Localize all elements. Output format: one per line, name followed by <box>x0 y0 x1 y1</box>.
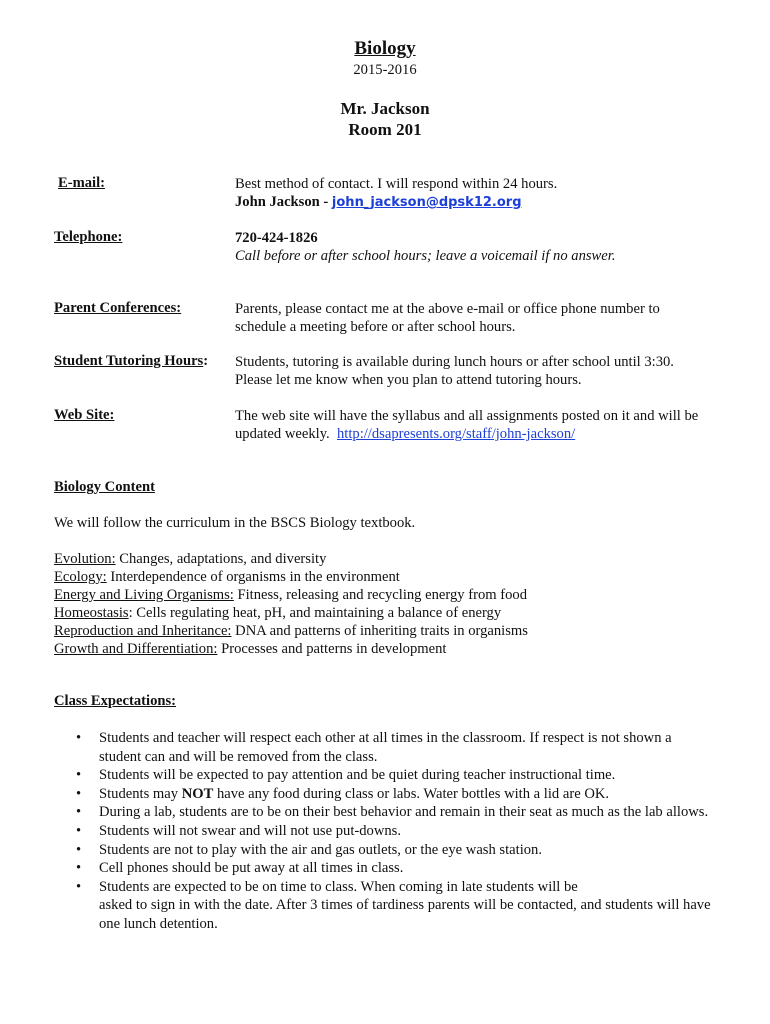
expectation-emphasis: NOT <box>181 785 214 802</box>
website-url-link[interactable]: http://dsapresents.org/staff/john-jackson/ <box>337 426 576 442</box>
email-address-link[interactable]: john_jackson@dpsk12.org <box>331 195 522 210</box>
expectation-text: Students and teacher will respect each other at all times in the classroom. If respect is not shown a student can and will be removed from the class. <box>99 730 672 765</box>
topic-name: Ecology: <box>54 569 107 585</box>
expectation-item <box>54 859 714 878</box>
expectation-text: have any food during class or labs. Water bottles with a lid are OK. <box>213 785 610 802</box>
bullet-icon: • <box>76 804 82 821</box>
email-info <box>235 175 735 212</box>
topic-description: Fitness, releasing and recycling energy from food <box>233 587 527 603</box>
expectation-item <box>54 729 714 766</box>
tutoring-info <box>235 353 735 389</box>
class-expectations-heading: Class Expectations: <box>54 693 177 709</box>
website-label: Web Site: <box>54 407 115 423</box>
expectation-text: Students will be expected to pay attention and be quiet during teacher instructional time. <box>99 767 616 784</box>
expectation-item <box>54 766 714 785</box>
expectation-text: Students will not swear and will not use put-downs. <box>99 822 401 839</box>
email-description: Best method of contact. I will respond within 24 hours. <box>235 176 558 192</box>
expectation-item <box>54 785 714 804</box>
topic-item <box>54 568 734 586</box>
topic-name: Growth and Differentiation: <box>54 641 218 657</box>
expectations-list <box>54 729 714 934</box>
tutoring-label: Student Tutoring Hours <box>54 353 204 369</box>
website-line-2-wrap <box>235 425 745 443</box>
expectation-item <box>54 841 714 860</box>
bullet-icon: • <box>76 785 82 802</box>
topic-item <box>54 604 734 622</box>
conferences-label: Parent Conferences: <box>54 300 182 316</box>
topic-description: Changes, adaptations, and diversity <box>115 551 327 567</box>
topic-item <box>54 586 734 604</box>
bullet-icon: • <box>76 730 82 746</box>
expectation-item <box>54 822 714 841</box>
room-number: Room 201 <box>348 120 422 139</box>
bullet-icon: • <box>76 860 82 877</box>
topic-name: Homeostasis <box>54 605 129 621</box>
expectation-text: Students may <box>99 785 182 802</box>
expectation-text: Students are not to play with the air and gas outlets, or the eye wash station. <box>99 841 542 858</box>
topic-name: Energy and Living Organisms: <box>54 587 234 603</box>
page-title: Biology <box>354 38 416 59</box>
topic-item <box>54 640 734 658</box>
bullet-icon: • <box>76 841 82 858</box>
conferences-text: Parents, please contact me at the above e-mail or office phone number to schedule a meeting before or after school hours. <box>235 301 660 335</box>
expectation-text: Cell phones should be put away at all times in class. <box>99 860 404 877</box>
topic-description: Processes and patterns in development <box>217 641 447 657</box>
tutoring-label-colon: : <box>203 353 209 369</box>
expectation-text-line-1: Students are expected to be on time to class. When coming in late students will be <box>99 878 578 895</box>
tutoring-line-2: Please let me know when you plan to attend tutoring hours. <box>235 372 582 388</box>
telephone-number: 720-424-1826 <box>235 230 318 246</box>
bullet-icon: • <box>76 878 82 895</box>
email-label: E-mail: <box>58 175 106 191</box>
email-name: John Jackson - <box>235 194 332 210</box>
tutoring-label-wrap <box>54 353 208 370</box>
topic-description: Interdependence of organisms in the environment <box>106 569 400 585</box>
biology-content-intro: We will follow the curriculum in the BSCS Biology textbook. <box>54 515 416 531</box>
topic-name: Evolution: <box>54 551 116 567</box>
tutoring-line-1: Students, tutoring is available during lunch hours or after school until 3:30. <box>235 354 674 370</box>
teacher-name: Mr. Jackson <box>340 99 430 118</box>
bullet-icon: • <box>76 822 82 839</box>
topic-description: : Cells regulating heat, pH, and maintaining a balance of energy <box>128 605 502 621</box>
topic-description: DNA and patterns of inheriting traits in organisms <box>231 623 528 639</box>
website-line-1: The web site will have the syllabus and all assignments posted on it and will be <box>235 408 699 424</box>
website-info <box>235 407 745 443</box>
website-line-2: updated weekly. <box>235 426 337 442</box>
expectation-item <box>54 803 714 822</box>
expectation-item <box>54 878 714 934</box>
telephone-label: Telephone: <box>54 229 123 245</box>
teacher-block <box>0 98 770 140</box>
email-contact-line <box>235 193 735 212</box>
biology-content-heading: Biology Content <box>54 479 155 495</box>
topic-item <box>54 550 734 568</box>
topic-list <box>54 550 734 658</box>
telephone-info <box>235 229 735 265</box>
expectation-text-line-2: asked to sign in with the date. After 3 times of tardiness parents will be contacted, and students will have one lunch detention. <box>99 897 711 932</box>
expectation-text: During a lab, students are to be on their best behavior and remain in their seat as much as the lab allows. <box>99 804 709 821</box>
topic-name: Reproduction and Inheritance: <box>54 623 232 639</box>
topic-item <box>54 622 734 640</box>
bullet-icon: • <box>76 767 82 784</box>
school-year: 2015-2016 <box>353 62 417 78</box>
telephone-note: Call before or after school hours; leave a voicemail if no answer. <box>235 248 616 264</box>
